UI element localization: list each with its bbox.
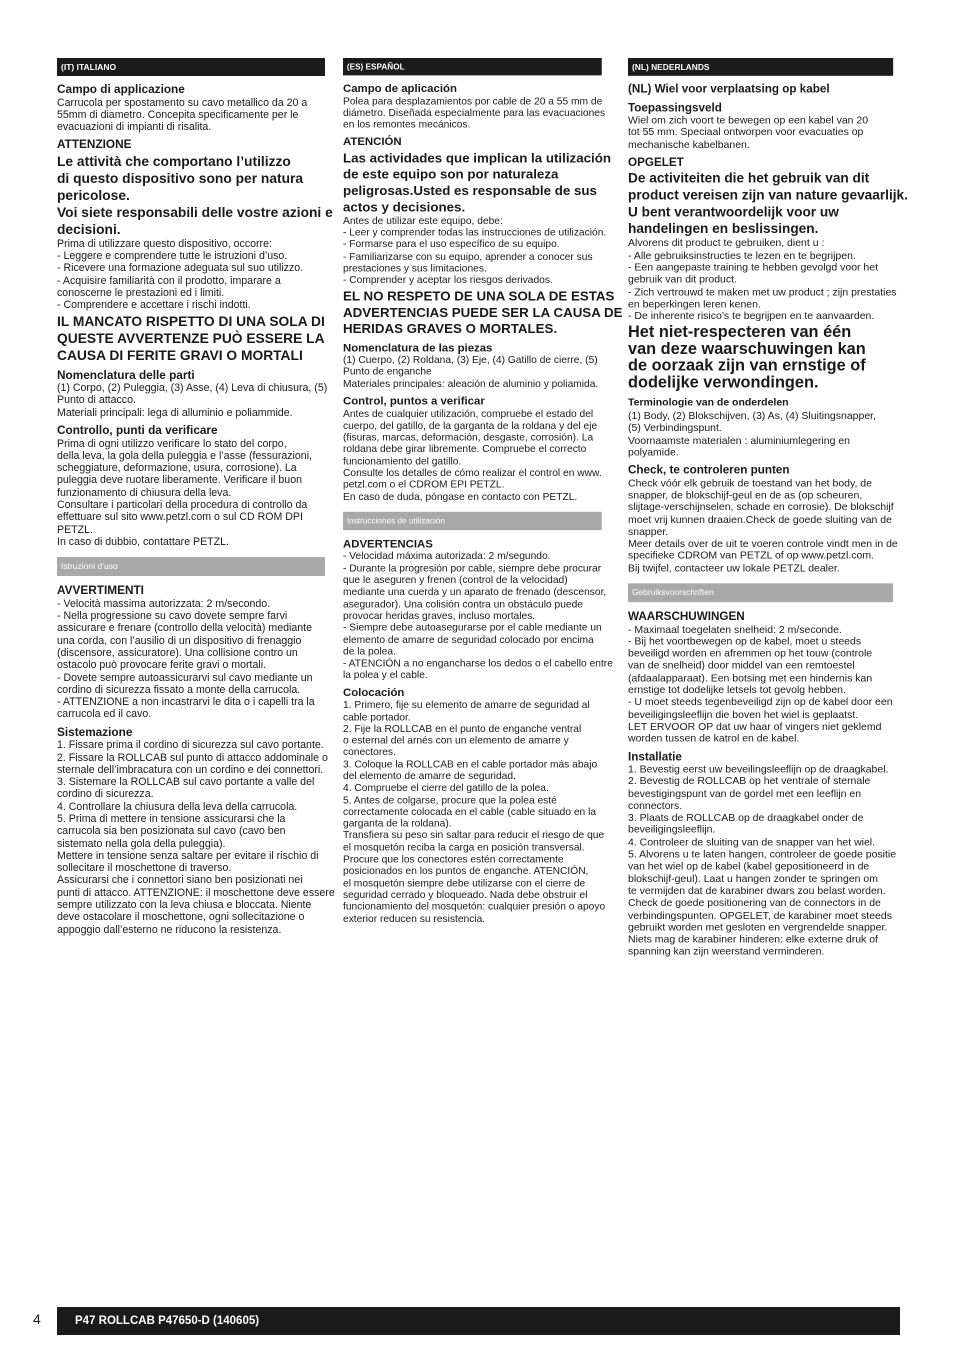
text-line: Antes de utilizar este equipo, debe: bbox=[343, 215, 503, 227]
text-line: beveiligingsleeflijn die boven het wiel is geplaatst. bbox=[628, 708, 859, 721]
text-line: Polea para desplazamientos por cable de 20 a 55 mm de bbox=[343, 95, 603, 107]
text-line: asegurador). Una colisión contra un obstáculo puede bbox=[343, 598, 583, 610]
text-line: (5) Verbindingspunt. bbox=[628, 422, 722, 435]
text-line: scheggiature, deformazione, usura, corrosione). La bbox=[57, 462, 297, 475]
text-line: 2. Bevestig de ROLLCAB op het ventrale of sternale bbox=[628, 775, 871, 788]
section-text bbox=[343, 95, 606, 131]
text-line: snapper, de blokschijf-geul en de as (op scheuren, bbox=[628, 489, 863, 502]
text-line: beveiligd worden en afremmen op het touw (controle bbox=[628, 647, 873, 660]
text-line: petzl.com o el CDROM EPI PETZL. bbox=[343, 479, 505, 491]
product-title: (NL) Wiel voor verplaatsing op kabel bbox=[628, 81, 830, 96]
text-line: Procure que los conectores estén correctamente bbox=[343, 853, 564, 866]
warnings-text bbox=[57, 598, 325, 721]
text-line: una corda, con l’ausilio di un dispositivo di frenaggio bbox=[57, 634, 302, 647]
text-line: deve ostacolare il moschettone, ogni sollecitazione o bbox=[57, 911, 305, 924]
text-line: Materiali principali: lega di alluminio e poliammide. bbox=[57, 406, 293, 419]
text-line: punti di attacco. ATTENZIONE: il moschettone deve essere bbox=[57, 886, 335, 899]
text-line: Prima di utilizzare questo dispositivo, occorre: bbox=[57, 237, 272, 250]
install-title: Sistemazione bbox=[57, 724, 133, 739]
section-title: Campo de aplicación bbox=[343, 81, 457, 95]
attention-title: ATENCIÓN bbox=[343, 134, 402, 149]
column-italiano bbox=[57, 58, 335, 936]
attention-bold-text bbox=[57, 153, 333, 238]
text-line: correctamente colocada en el cable (cable situado en la bbox=[343, 806, 597, 818]
column-nederlands bbox=[628, 58, 908, 958]
text-line: el mosquetón siempre debe utilizarse con el cierre de bbox=[343, 877, 586, 889]
warning-caps bbox=[343, 287, 623, 336]
text-line: la polea y el cable. bbox=[343, 669, 428, 682]
text-line: 4. Controllare la chiusura della leva della carrucola. bbox=[57, 800, 298, 813]
text-line: 5. Antes de colgarse, procure que la polea esté bbox=[343, 794, 557, 806]
text-line: - Comprender y aceptar los riesgos derivados. bbox=[343, 274, 553, 287]
text-line: (1) Body, (2) Blokschijven, (3) As, (4) Sluitingsnapper, bbox=[628, 410, 876, 423]
text-line: gebruik van dit product. bbox=[628, 273, 737, 286]
text-line: slijtage-verschijnselen, schade en corrosie). De blokschijf bbox=[628, 501, 894, 514]
text-line: Prima di ogni utilizzo verificare lo stato del corpo, bbox=[57, 437, 287, 450]
check-title: Check, te controleren punten bbox=[628, 462, 790, 477]
text-line: (1) Cuerpo, (2) Roldana, (3) Eje, (4) Gatillo de cierre, (5) bbox=[343, 354, 598, 367]
text-line: appoggio dall’esterno ne riducono la resistenza. bbox=[57, 923, 282, 936]
install-title: Colocación bbox=[343, 685, 405, 699]
text-line: Le attività che comportano l’utilizzo bbox=[57, 153, 291, 169]
text-line: cuerpo, del gatillo, de la garganta de la roldana y del eje bbox=[343, 419, 598, 432]
text-line: gebruikt worden met gesloten en vergrendelde snapper. bbox=[628, 921, 888, 934]
text-line: mechanische kabelbanen. bbox=[628, 138, 750, 151]
text-line: ostacolo può provocare ferite gravi o mortali. bbox=[57, 659, 267, 672]
text-line: Punto de enganche bbox=[343, 366, 432, 379]
text-line: Materiales principales: aleación de aluminio y poliamida. bbox=[343, 378, 599, 390]
text-line: ADVERTENCIAS PUEDE SER LA CAUSA DE bbox=[343, 304, 623, 320]
check-title: Controllo, punti da verificare bbox=[57, 423, 218, 438]
text-line: - Dovete sempre autoassicurarvi sul cavo mediante un bbox=[57, 671, 313, 684]
text-line: IL MANCATO RISPETTO DI UNA SOLA DI bbox=[57, 313, 325, 329]
check-title: Control, puntos a verificar bbox=[343, 394, 485, 408]
text-line: 5. Prima di mettere in tensione assicurarsi che la bbox=[57, 812, 286, 825]
text-line: puleggia deve ruotare liberamente. Verificare il buon bbox=[57, 474, 302, 487]
text-line: del elemento de amarre de seguridad. bbox=[343, 770, 516, 783]
text-line: exterior reducen su resistencia. bbox=[343, 913, 486, 925]
section-text bbox=[57, 97, 325, 134]
text-line: LET ERVOOR OP dat uw haar of vingers niet geklemd bbox=[628, 720, 882, 733]
text-line: - Leer y comprender todas las instrucciones de utilización. bbox=[343, 227, 607, 239]
text-line: HERIDAS GRAVES O MORTALES. bbox=[343, 321, 558, 336]
text-line: - De inherente risico’s te begrijpen en te aanvaarden. bbox=[628, 310, 875, 323]
parts-title: Terminologie van de onderdelen bbox=[628, 396, 789, 409]
section-text bbox=[628, 114, 893, 150]
warnings-title: WAARSCHUWINGEN bbox=[628, 609, 745, 623]
text-line: carrucola ed il cavo. bbox=[57, 708, 152, 721]
text-line: 2. Fije la ROLLCAB en el punto de enganche ventral bbox=[343, 723, 582, 735]
text-line: CAUSA DI FERITE GRAVI O MORTALI bbox=[57, 347, 303, 363]
text-line: Las actividades que implican la utilización bbox=[343, 150, 611, 166]
text-line: - Formarse para el uso específico de su equipo. bbox=[343, 239, 560, 251]
text-line: - Acquisire familiarità con il prodotto, imparare a bbox=[57, 274, 281, 287]
text-line: Carrucola per spostamento su cavo metallico da 20 a bbox=[57, 96, 308, 109]
text-line: - Leggere e comprendere tutte le istruzioni d’uso. bbox=[57, 250, 288, 263]
text-line: verbindingspunten. OPGELET, de karabiner moet steeds bbox=[628, 909, 892, 922]
text-line: cordino di sicurezza fissato a monte della carrucola. bbox=[57, 683, 301, 696]
text-line: spanning kan zijn weerstand verminderen. bbox=[628, 945, 825, 958]
text-line: - Ricevere una formazione adeguata sul suo utilizzo. bbox=[57, 262, 304, 275]
text-line: beveiligingsleeflijn. bbox=[628, 824, 716, 837]
text-line: - Een aangepaste training te hebben gevolgd voor het bbox=[628, 261, 879, 274]
install-text bbox=[628, 763, 897, 958]
text-line: Antes de cualquier utilización, compruebe el estado del bbox=[343, 408, 594, 420]
text-line: 4. Controleer de sluiting van de snapper van het wiel. bbox=[628, 836, 876, 849]
text-line: connectors. bbox=[628, 799, 683, 812]
text-line: van de snelheid) door middel van een remtoestel bbox=[628, 659, 855, 672]
text-line: ernstige tot dodelijke letsels tot gevolg hebben. bbox=[628, 684, 846, 697]
text-line: Assicurarsi che i connettori siano ben posizionati nei bbox=[57, 874, 303, 887]
section-title: Toepassingsveld bbox=[628, 100, 722, 114]
check-text bbox=[343, 408, 602, 503]
text-line: Transfiera su peso sin saltar para reducir el riesgo de que bbox=[343, 829, 605, 842]
text-line: Mettere in tensione senza saltare per evitare il rischio di bbox=[57, 849, 319, 862]
attention-bold-text bbox=[628, 170, 908, 237]
text-line: Check vóór elk gebruik de toestand van het body, de bbox=[628, 477, 872, 490]
warnings-text bbox=[343, 550, 613, 682]
text-line: te vermijden dat de karabiner dwars zou belast worden. bbox=[628, 885, 886, 897]
text-line: Meer details over de uit te voeren controle vindt men in de bbox=[628, 537, 898, 550]
parts-title: Nomenclatura de las piezas bbox=[343, 340, 493, 355]
text-line: U bent verantwoordelijk voor uw bbox=[628, 204, 839, 220]
text-line: Check de goede positionering van de connectors in de bbox=[628, 897, 881, 910]
text-line: snapper. bbox=[628, 525, 669, 538]
text-line: de oorzaak zijn van ernstige of bbox=[628, 357, 866, 376]
text-line: worden tussen de katrol en de kabel. bbox=[628, 732, 800, 745]
text-line: carrucola sia ben posizionata sul cavo (cavo ben bbox=[57, 825, 286, 838]
text-line: - Nella progressione su cavo dovete sempre farvi bbox=[57, 610, 288, 623]
lang-header: (IT) ITALIANO bbox=[57, 58, 325, 76]
attention-text bbox=[343, 215, 607, 287]
parts-text bbox=[57, 382, 328, 419]
text-line: sistemato nella gola della puleggia). bbox=[57, 837, 226, 850]
usage-bar: Instrucciones de utilización bbox=[343, 512, 602, 530]
text-line: (afdaalapparaat). Een botsing met een hindernis kan bbox=[628, 672, 873, 685]
text-line: garganta de la roldana). bbox=[343, 818, 452, 830]
text-line: - Familiarizarse con su equipo, aprender a conocer sus bbox=[343, 250, 593, 263]
text-line: actos y decisiones. bbox=[343, 199, 466, 215]
text-line: cordino di sicurezza. bbox=[57, 788, 154, 801]
text-line: Het niet-respecteren van één bbox=[628, 323, 852, 342]
text-line: conoscerne le prestazioni ed i limiti. bbox=[57, 287, 225, 300]
text-line: 1. Fissare prima il cordino di sicurezza sul cavo portante. bbox=[57, 739, 324, 752]
lang-header: (ES) ESPAÑOL bbox=[343, 58, 602, 75]
text-line: De activiteiten die het gebruik van dit bbox=[628, 171, 870, 187]
text-line: - Comprendere e accettare i rischi indotti. bbox=[57, 299, 251, 312]
text-line: 2. Fissare la ROLLCAB sul punto di attacco addominale o bbox=[57, 751, 328, 764]
text-line: - ATTENZIONE a non incastrarvi le dita o i capelli tra la bbox=[57, 696, 315, 709]
text-line: bevestigingspunt van de gordel met een leeflijn en bbox=[628, 787, 862, 800]
column-espanol bbox=[343, 58, 623, 925]
text-line: Voornaamste materialen : aluminiumlegering en bbox=[628, 434, 850, 447]
text-line: Consultare i particolari della procedura di controllo da bbox=[57, 499, 308, 512]
text-line: - U moet steeds tegenbeveiligd zijn op de kabel door een bbox=[628, 696, 893, 709]
text-line: 55mm di diametro. Concepita specificamente per le bbox=[57, 108, 299, 121]
text-line: Punto di attacco. bbox=[57, 394, 136, 407]
text-line: - ATENCIÓN a no engancharse los dedos o el cabello entre bbox=[343, 657, 613, 670]
text-line: roldana debe girar libremente. Compruebe el correcto bbox=[343, 443, 587, 456]
text-line: provocar heridas graves, incluso mortales. bbox=[343, 610, 536, 622]
text-line: peligrosas.Usted es responsable de sus bbox=[343, 183, 597, 198]
text-line: product vereisen zijn van nature gevaarlijk. bbox=[628, 187, 908, 203]
text-line: - Maximaal toegelaten snelheid: 2 m/seconde. bbox=[628, 623, 842, 636]
text-line: Wiel om zich voort te bewegen op een kabel van 20 bbox=[628, 114, 869, 127]
text-line: (fisuras, marcas, deformación, desgaste, corrosión). La bbox=[343, 431, 594, 444]
check-text bbox=[57, 438, 325, 549]
text-line: elemento de amarre de seguridad colocado por encima bbox=[343, 633, 594, 646]
text-line: evacuazioni di impianti di risalita. bbox=[57, 121, 212, 134]
text-line: sollecitare il moschettone di traverso. bbox=[57, 862, 232, 875]
parts-text bbox=[628, 410, 893, 459]
text-line: de este equipo son por naturaleza bbox=[343, 166, 559, 182]
text-line: sempre utilizzato con la leva chiusa e bloccata. Niente bbox=[57, 899, 312, 912]
attention-bold-text bbox=[343, 150, 611, 216]
usage-bar: Gebruiksvoorschriften bbox=[628, 583, 893, 602]
text-line: dodelijke verwondingen. bbox=[628, 374, 819, 392]
text-line: di questo dispositivo sono per natura bbox=[57, 170, 304, 186]
text-line: (1) Corpo, (2) Puleggia, (3) Asse, (4) Leva di chiusura, (5) bbox=[57, 382, 328, 395]
text-line: specifieke CDROM van PETZL of op www.petzl.com. bbox=[628, 550, 875, 563]
text-line: 4. Compruebe el cierre del gatillo de la polea. bbox=[343, 782, 549, 794]
text-line: blokschijf-geul). Laat u hangen zonder te springen om bbox=[628, 872, 878, 885]
usage-bar: Istruzioni d’uso bbox=[57, 557, 325, 576]
text-line: Bij twijfel, contacteer uw lokale PETZL dealer. bbox=[628, 562, 840, 575]
text-line: decisioni. bbox=[57, 221, 121, 237]
text-line: van deze waarschuwingen kan bbox=[628, 340, 866, 359]
text-line: - Bij het voortbewegen op de kabel, moet u steeds bbox=[628, 635, 862, 648]
text-line: - Siempre debe autoasegurarse por el cable mediante un bbox=[343, 622, 602, 634]
text-line: sternale dell’imbracatura con un cordino e dei connettori. bbox=[57, 763, 324, 776]
text-line: cable portador. bbox=[343, 711, 411, 723]
text-line: handelingen en beslissingen. bbox=[628, 221, 819, 237]
parts-title: Nomenclatura delle parti bbox=[57, 367, 195, 382]
text-line: en los remontes mecánicos. bbox=[343, 118, 471, 131]
install-text bbox=[343, 699, 606, 925]
text-line: Voi siete responsabili delle vostre azioni e bbox=[57, 204, 333, 220]
text-line: - Durante la progresión por cable, siempre debe procurar bbox=[343, 562, 602, 575]
text-line: polyamide. bbox=[628, 446, 679, 459]
text-line: prestaciones y sus limitaciones. bbox=[343, 262, 487, 275]
text-line: 3. Plaats de ROLLCAB op de draagkabel onder de bbox=[628, 812, 864, 824]
text-line: effettuare sul sito www.petzl.com o sul CD ROM DPI bbox=[57, 511, 303, 524]
parts-text bbox=[343, 355, 602, 391]
text-line: della leva, la gola della puleggia e l’asse (fessurazioni, bbox=[57, 449, 312, 462]
text-line: EL NO RESPETO DE UNA SOLA DE ESTAS bbox=[343, 288, 615, 303]
text-line: 3. Sistemare la ROLLCAB sul cavo portante a valle del bbox=[57, 776, 315, 789]
text-line: 1. Bevestig eerst uw beveilingsleeflijn op de draagkabel. bbox=[628, 763, 889, 776]
text-line: diámetro. Diseñada especialmente para las evacuaciones bbox=[343, 107, 606, 119]
install-text bbox=[57, 739, 335, 936]
text-line: assicurare e frenare (controllo della velocità) mediante bbox=[57, 622, 312, 635]
warnings-text bbox=[628, 623, 893, 745]
warning-big bbox=[628, 325, 893, 392]
text-line: moet vrij kunnen draaien.Check de goede sluiting van de bbox=[628, 513, 892, 526]
text-line: funcionamiento del gatillo. bbox=[343, 455, 462, 468]
text-line: mediante una cuerda y un aparato de frenado (descensor, bbox=[343, 586, 607, 599]
text-line: 3. Coloque la ROLLCAB en el cable portador más abajo bbox=[343, 758, 598, 771]
text-line: pericolose. bbox=[57, 187, 130, 203]
text-line: - Velocidad máxima autorizada: 2 m/segundo. bbox=[343, 550, 551, 563]
text-line: conectores. bbox=[343, 746, 396, 759]
text-line: funcionamiento del mosquetón: cualquier presión o apoyo bbox=[343, 901, 606, 913]
text-line: - Zich vertrouwd te maken met uw product ; zijn prestaties bbox=[628, 286, 897, 299]
text-line: - Velocità massima autorizzata: 2 m/secondo. bbox=[57, 597, 271, 610]
warning-caps bbox=[57, 313, 325, 364]
attention-title: OPGELET bbox=[628, 154, 684, 169]
text-line: In caso di dubbio, contattare PETZL. bbox=[57, 535, 229, 548]
text-line: van het wiel op de kabel (kabel gepositioneerd in de bbox=[628, 860, 870, 873]
text-line: Alvorens dit product te gebruiken, dient u : bbox=[628, 237, 825, 250]
check-text bbox=[628, 477, 898, 575]
text-line: (discensore, assicuratore). Una collisione contro un bbox=[57, 646, 298, 659]
text-line: Consulte los detalles de cómo realizar el control en www. bbox=[343, 467, 602, 480]
attention-text bbox=[57, 238, 325, 312]
attention-text bbox=[628, 237, 897, 323]
text-line: funzionamento di chiusura della leva. bbox=[57, 486, 232, 499]
install-title: Installatie bbox=[628, 749, 682, 763]
text-line: seguridad cerrado y bloqueado. Nada debe obstruir el bbox=[343, 889, 588, 901]
text-line: tot 55 mm. Speciaal ontworpen voor evacuaties op bbox=[628, 126, 864, 139]
text-line: de la polea. bbox=[343, 645, 396, 658]
warnings-title: AVVERTIMENTI bbox=[57, 583, 144, 598]
text-line: PETZL. bbox=[57, 523, 93, 536]
text-line: 1. Primero, fije su elemento de amarre de seguridad al bbox=[343, 699, 590, 711]
text-line: Niets mag de karabiner hinderen: elke externe druk of bbox=[628, 933, 878, 946]
attention-title: ATTENZIONE bbox=[57, 137, 132, 152]
section-title: Campo di applicazione bbox=[57, 82, 185, 96]
text-line: en beperkingen leren kenen. bbox=[628, 298, 761, 311]
page-number: 4 bbox=[33, 1311, 41, 1327]
text-line: o esternal del arnés con un elemento de amarre y bbox=[343, 734, 569, 747]
text-line: el mosquetón reciba la carga en posición transversal. bbox=[343, 841, 585, 854]
text-line: QUESTE AVVERTENZE PUÒ ESSERE LA bbox=[57, 330, 325, 346]
text-line: - Alle gebruiksinstructies te lezen en te begrijpen. bbox=[628, 249, 856, 262]
footer-label: P47 ROLLCAB P47650-D (140605) bbox=[57, 1307, 900, 1335]
warnings-title: ADVERTENCIAS bbox=[343, 536, 433, 551]
text-line: que le aseguren y frenen (control de la velocidad) bbox=[343, 574, 568, 587]
lang-header: (NL) NEDERLANDS bbox=[628, 58, 893, 76]
text-line: En caso de duda, póngase en contacto con PETZL. bbox=[343, 491, 578, 503]
text-line: 5. Alvorens u te laten hangen, controleer de goede positie bbox=[628, 848, 897, 861]
text-line: posicionados en los puntos de enganche. ATENCIÓN, bbox=[343, 865, 589, 878]
